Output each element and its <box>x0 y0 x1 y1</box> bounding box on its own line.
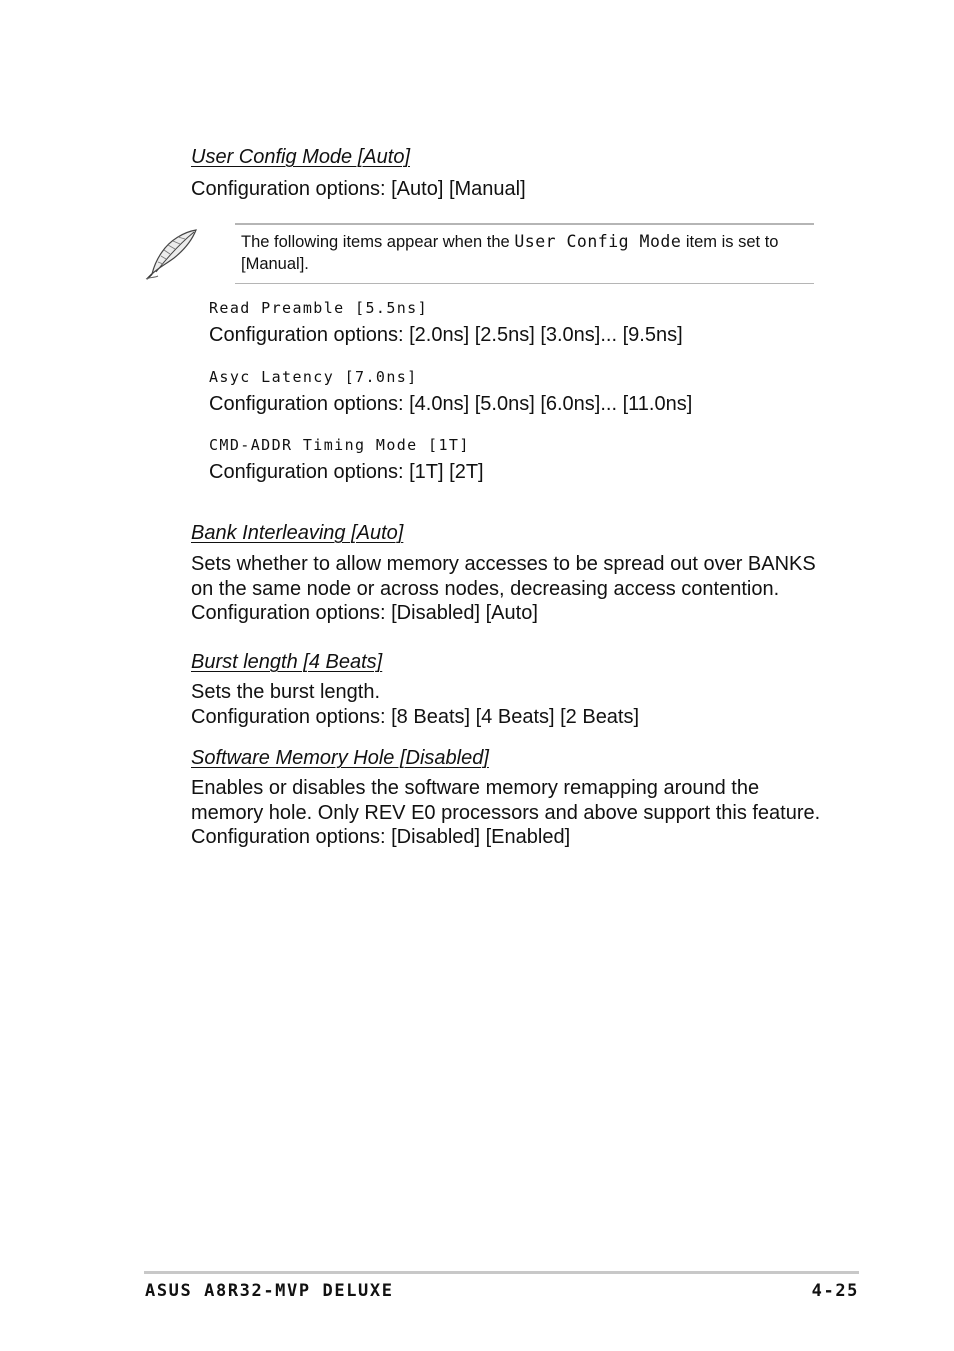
text-line: Configuration options: [Disabled] [Auto] <box>191 602 538 624</box>
footer-page-number: 4-25 <box>811 1281 859 1301</box>
text-line: Configuration options: [8 Beats] [4 Beats] [2 Beats] <box>191 705 640 728</box>
async-latency-heading: Asyc Latency [7.0ns] <box>209 368 418 386</box>
text-line: memory hole. Only REV E0 processors and above support this feature. <box>191 801 821 824</box>
feather-pen-icon <box>144 226 200 282</box>
burst-length-description <box>191 680 639 729</box>
cmd-addr-heading: CMD-ADDR Timing Mode [1T] <box>209 436 470 454</box>
text-line: Sets whether to allow memory accesses to be spread out over BANKS <box>191 553 816 575</box>
bank-interleaving-description <box>191 552 816 626</box>
software-memory-hole-description <box>191 776 820 850</box>
software-memory-hole-heading: Software Memory Hole [Disabled] <box>191 747 489 769</box>
text-line: Enables or disables the software memory remapping around the <box>191 777 760 799</box>
user-config-mode-heading: User Config Mode [Auto] <box>191 146 410 168</box>
note-highlight: User Config Mode <box>514 232 682 251</box>
bank-interleaving-heading: Bank Interleaving [Auto] <box>191 522 404 544</box>
note-text-before: The following items appear when the <box>241 233 515 251</box>
note-text-after: item is set to [Manual]. <box>241 233 779 273</box>
burst-length-heading: Burst length [4 Beats] <box>191 651 383 673</box>
footer-rule <box>144 1271 859 1274</box>
note-text <box>241 231 811 275</box>
text-line: on the same node or across nodes, decreasing access contention. <box>191 577 780 600</box>
text-line: Sets the burst length. <box>191 681 381 703</box>
read-preamble-heading: Read Preamble [5.5ns] <box>209 299 429 317</box>
footer-product-name: ASUS A8R32-MVP DELUXE <box>145 1281 394 1301</box>
read-preamble-options: Configuration options: [2.0ns] [2.5ns] [3.0ns]... [9.5ns] <box>209 324 683 346</box>
text-line: Configuration options: [Disabled] [Enabled] <box>191 826 571 848</box>
user-config-mode-options: Configuration options: [Auto] [Manual] <box>191 178 526 200</box>
cmd-addr-options: Configuration options: [1T] [2T] <box>209 461 484 483</box>
async-latency-options: Configuration options: [4.0ns] [5.0ns] [6.0ns]... [11.0ns] <box>209 393 693 415</box>
